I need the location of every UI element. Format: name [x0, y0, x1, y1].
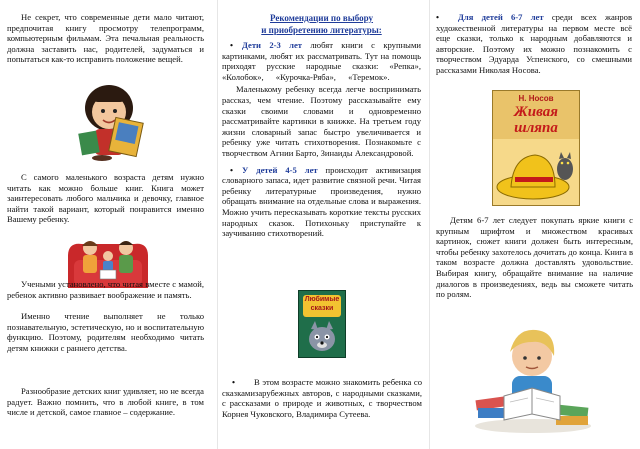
- book-variety-paragraph: Разнообразие детских книг удивляет, но не всегда радует. Важно помнить, что в любой книге, в том числе и детской, самое главное – содержание.: [7, 386, 204, 418]
- child-with-books-illustration: [470, 322, 596, 434]
- leaflet-column-1: [0, 0, 210, 449]
- reading-function-paragraph: Именно чтение выполняет не только познавательную, эстетическую, но и воспитательную функцию. Поэтому, родителям необходимо читать детям книжки с раннего детства.: [7, 311, 204, 353]
- age-6-7-label: Для детей 6-7 лет: [458, 12, 544, 22]
- book-title-line-2: шляпа: [514, 120, 558, 136]
- hat-and-cat-icon: [493, 139, 579, 205]
- recommendations-heading: [222, 12, 421, 36]
- foreign-authors-text: В этом возрасте можно знакомить ребенка со сказкамизарубежных авторов, с народными сказками, с рассказами о природе и животных, с творчеством Корнея Чуковского, Владимира Сутеева.: [222, 377, 422, 419]
- tales-list: «Репка», «Колобок», «Курочка-Ряба», «Теремок».: [222, 61, 421, 82]
- bullet-icon: •: [232, 377, 236, 387]
- age-6-7-text: среди всех жанров художественной литературы на первом месте всё еще сказки, только к народным добавляются и авторские. Поэтому их можно познакомить с творчеством Эдуарда Успенского, со смешными рассказами Николая Носова.: [436, 12, 633, 75]
- age-4-5-label: У детей 4-5 лет: [242, 164, 318, 175]
- foreign-authors-paragraph: [222, 377, 422, 419]
- age-4-5-text: происходит активизация словарного запаса, идет развитие связной речи. Читая ребенку литературные произведения, нужно обращать внимание на отдельные слова и выражения. Можно учить пересказывать короткие тексты русских народных сказок. Потихоньку приступайте к заучиванию стихотворений.: [222, 164, 421, 239]
- boy-reading-illustration: [72, 74, 146, 162]
- favorite-tales-book-cover: [298, 290, 346, 358]
- scientists-paragraph: Учеными установлено, что читая вместе с мамой, ребенок активно развивает воображение и память.: [7, 279, 204, 300]
- age-2-3-label: Дети 2-3 лет: [242, 40, 303, 50]
- bright-books-paragraph: Детям 6-7 лет следует покупать яркие книги с крупным шрифтом и множеством красивых картинок, сюжет книги должен быть интересным, чтобы ребенку захотелось дочитать до конца. Книга в таком возрасте должна доставлять удовольствие. Выбирая книгу, обращайте внимание на наличие диалогов в произведениях, ведь вы сможете читать по ролям.: [436, 215, 633, 300]
- age-2-3-text: любят книги с крупными картинками, любят их рассматривать. Тут на помощь приходят русские народные сказки:: [222, 40, 421, 72]
- intro-paragraph: Не секрет, что современные дети мало читают, предпочитая книгу просмотру телепрограмм, компьютерным фильмам. Эта печальная реальность должна заставить нас, родителей, задуматься и попытаться как-то исправить положение вещей.: [7, 12, 204, 65]
- heading-line-2: и приобретению литературы:: [261, 25, 382, 35]
- heading-line-1: Рекомендации по выбору: [269, 13, 374, 23]
- age-4-5-paragraph: [222, 165, 421, 239]
- bullet-icon: •: [436, 12, 440, 22]
- storytelling-paragraph: Маленькому ребенку всегда легче воспринимать рассказ, чем чтение. Поэтому рассказывайте ему сказки своими словами и одновременно рассматривайте картинки в книжке. На третьем году жизни словарный запас быстро увеличивается и ребенку уже читать стихотворения. Познакомьте с творчеством Агнии Барто, Зинаиды Александровой.: [222, 84, 421, 158]
- bullet-icon: •: [230, 164, 234, 175]
- book-title-line-1: Живая: [514, 104, 558, 120]
- bullet-icon: •: [230, 40, 234, 50]
- age-2-3-paragraph: [222, 40, 421, 82]
- book-author: Н. Носов: [518, 94, 554, 103]
- leaflet-column-3: [429, 0, 640, 449]
- age-6-7-paragraph: [436, 12, 632, 76]
- book-title: Любимые сказки: [303, 295, 341, 317]
- leaflet-column-2: [217, 0, 425, 449]
- read-early-paragraph: С самого маленького возраста детям нужно читать как можно больше книг. Книга может заинтересовать любого мальчика и девочку, главное найти такой вариант, который понравится именно Вашему ребенку.: [7, 172, 204, 225]
- wolf-character-icon: [305, 321, 339, 353]
- living-hat-book-cover: [492, 90, 580, 206]
